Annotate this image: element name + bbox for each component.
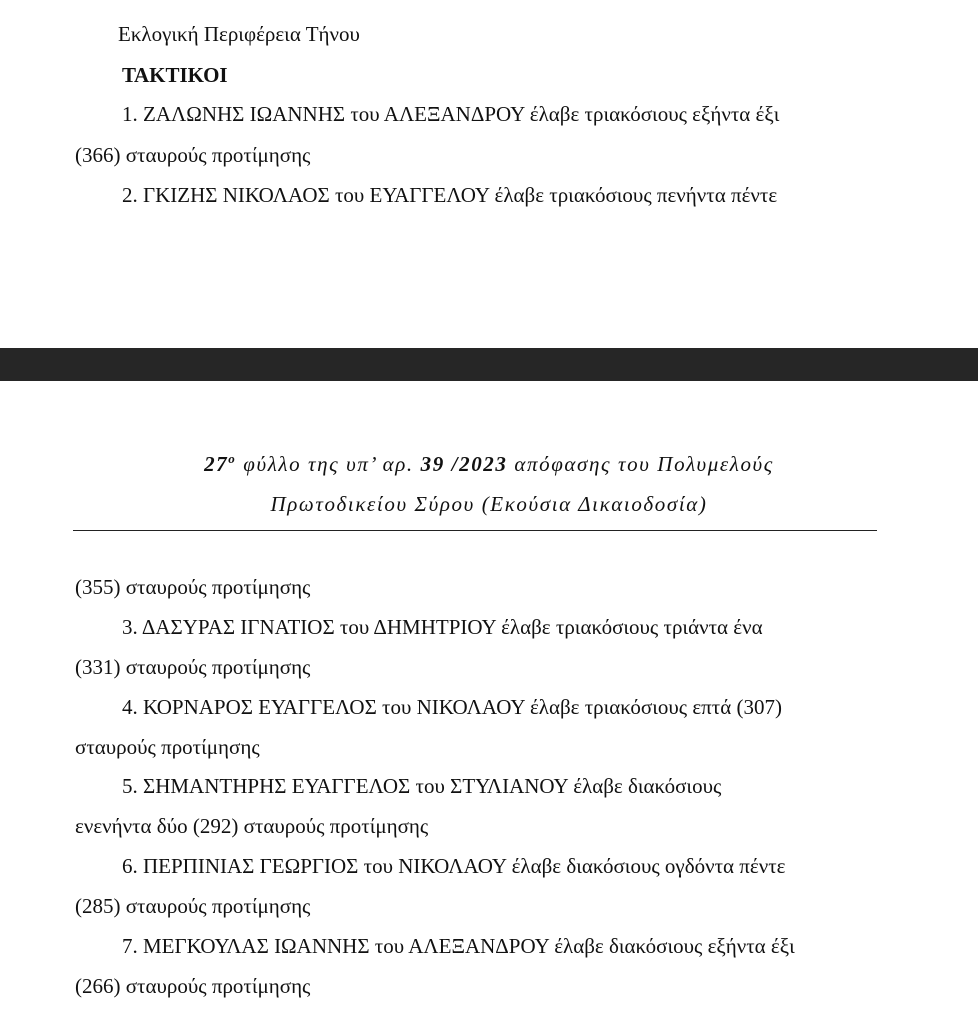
entry-5-line-1: 5. ΣΗΜΑΝΤΗΡΗΣ ΕΥΑΓΓΕΛΟΣ του ΣΤΥΛΙΑΝΟΥ έλαβε διακόσιους bbox=[122, 774, 722, 798]
entry-6-line-2: (285) σταυρούς προτίμησης bbox=[75, 894, 311, 918]
entry-4-line-1: 4. ΚΟΡΝΑΡΟΣ ΕΥΑΓΓΕΛΟΣ του ΝΙΚΟΛΑΟΥ έλαβε τριακόσιους επτά (307) bbox=[122, 695, 782, 719]
entry-3-line-2: (331) σταυρούς προτίμησης bbox=[75, 655, 311, 679]
entry-2-line-1: 2. ΓΚΙΖΗΣ ΝΙΚΟΛΑΟΣ του ΕΥΑΓΓΕΛΟΥ έλαβε τριακόσιους πενήντα πέντε bbox=[122, 183, 778, 207]
header-text-end: απόφασης του Πολυμελούς bbox=[507, 452, 774, 476]
page-separator bbox=[0, 348, 978, 381]
entry-6-line-1: 6. ΠΕΡΠΙΝΙΑΣ ΓΕΩΡΓΙΟΣ του ΝΙΚΟΛΑΟΥ έλαβε διακόσιους ογδόντα πέντε bbox=[122, 854, 786, 878]
entry-1-line-1: 1. ΖΑΛΩΝΗΣ ΙΩΑΝΝΗΣ του ΑΛΕΞΑΝΔΡΟΥ έλαβε τριακόσιους εξήντα έξι bbox=[122, 102, 780, 126]
decision-number: 39 /2023 bbox=[420, 452, 508, 476]
entry-7-line-2: (266) σταυρούς προτίμησης bbox=[75, 974, 311, 998]
entry-3-line-1: 3. ΔΑΣΥΡΑΣ ΙΓΝΑΤΙΟΣ του ΔΗΜΗΤΡΙΟΥ έλαβε τριακόσιους τριάντα ένα bbox=[122, 615, 763, 639]
section-title: ΤΑΚΤΙΚΟΙ bbox=[122, 63, 228, 87]
document-page-top bbox=[0, 0, 978, 348]
header-rule bbox=[73, 530, 877, 531]
sheet-number-superscript: ο bbox=[228, 451, 237, 466]
entry-7-line-1: 7. ΜΕΓΚΟΥΛΑΣ ΙΩΑΝΝΗΣ του ΑΛΕΞΑΝΔΡΟΥ έλαβε διακόσιους εξήντα έξι bbox=[122, 934, 795, 958]
sheet-number: 27 bbox=[204, 452, 229, 476]
entry-1-line-2: (366) σταυρούς προτίμησης bbox=[75, 143, 311, 167]
electoral-district-heading: Εκλογική Περιφέρεια Τήνου bbox=[118, 22, 360, 46]
page-header-line-2: Πρωτοδικείου Σύρου (Εκούσια Δικαιοδοσία) bbox=[270, 492, 708, 516]
entry-4-line-2: σταυρούς προτίμησης bbox=[75, 735, 260, 759]
header-text-mid: φύλλο της υπ’ αρ. bbox=[236, 452, 421, 476]
page-header-line-1 bbox=[0, 451, 978, 477]
continuation-line: (355) σταυρούς προτίμησης bbox=[75, 575, 311, 599]
entry-5-line-2: ενενήντα δύο (292) σταυρούς προτίμησης bbox=[75, 814, 429, 838]
